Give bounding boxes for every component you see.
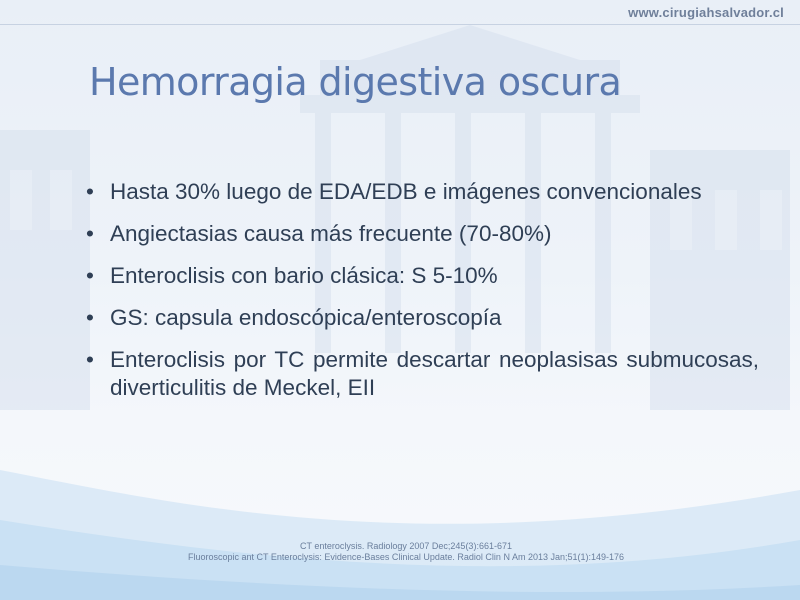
bullet-list [86, 178, 759, 416]
bullet-item: • Enteroclisis por TC permite descartar neoplasisas submucosas, diverticulitis de Meckel, EII [86, 346, 759, 402]
references [0, 541, 800, 563]
reference-line: CT enteroclysis. Radiology 2007 Dec;245(3):661-671 [300, 541, 512, 551]
header-divider [0, 24, 800, 25]
bullet-item: • GS: capsula endoscópica/enteroscopía [86, 304, 759, 332]
site-url: www.cirugiahsalvador.cl [628, 5, 784, 20]
bullet-item: • Enteroclisis con bario clásica: S 5-10% [86, 262, 759, 290]
bullet-item: • Angiectasias causa más frecuente (70-80%) [86, 220, 759, 248]
reference-line: Fluoroscopic ant CT Enteroclysis: Evidence-Bases Clinical Update. Radiol Clin N Am 2013 Jan;51(1):149-176 [187, 552, 625, 562]
slide-title: Hemorragia digestiva oscura [89, 60, 622, 104]
bullet-item: • Hasta 30% luego de EDA/EDB e imágenes convencionales [86, 178, 759, 206]
